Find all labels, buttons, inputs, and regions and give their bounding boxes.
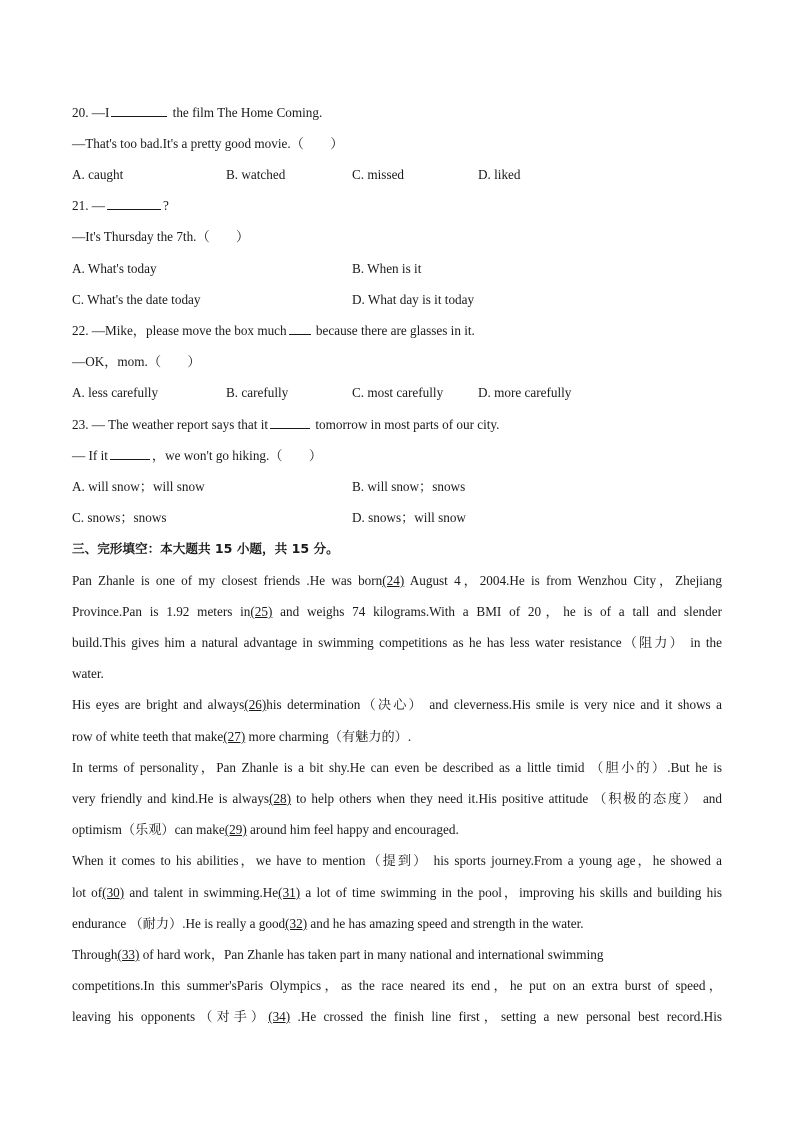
option-b[interactable]: B. carefully	[226, 385, 289, 400]
passage-line: competitions.In this summer'sParis Olympics，as the race neared its end，he put on an extra burst of speed，	[72, 978, 722, 993]
passage-text: row of white teeth that make	[72, 729, 224, 744]
question-20-reply: —That's too bad.It's a pretty good movie.（ ）	[72, 136, 344, 151]
question-23-prompt	[72, 416, 722, 434]
option-d[interactable]: D. liked	[478, 167, 521, 182]
passage-line	[72, 696, 722, 714]
question-number: 21.	[72, 198, 89, 213]
answer-blank	[270, 416, 310, 429]
question-22-reply: —OK，mom.（ ）	[72, 354, 201, 369]
blank-25[interactable]: (25)	[250, 604, 273, 619]
passage-line: When it comes to his abilities，we have to mention（提到） his sports journey.From a young age，he showed a	[72, 853, 722, 868]
passage-text: to help others when they need it.His positive attitude （积极的态度） and	[291, 791, 722, 806]
prompt-text: —I	[91, 105, 110, 120]
prompt-text: — The weather report says that it	[91, 417, 269, 432]
passage-text: around him feel happy and encouraged.	[246, 822, 459, 837]
passage-line	[72, 790, 722, 808]
prompt-text: —Mike，please move the box much	[91, 323, 287, 338]
prompt-text: —	[91, 198, 105, 213]
answer-blank	[289, 322, 311, 335]
prompt-text: tomorrow in most parts of our city.	[315, 417, 500, 432]
question-number: 23.	[72, 417, 89, 432]
blank-31[interactable]: (31)	[278, 885, 301, 900]
question-21-prompt	[72, 197, 722, 215]
question-21-reply: —It's Thursday the 7th.（ ）	[72, 229, 250, 244]
blank-33[interactable]: (33)	[117, 947, 140, 962]
passage-text: Through	[72, 947, 118, 962]
passage-text: more charming（有魅力的）.	[245, 729, 412, 744]
prompt-text: because there are glasses in it.	[315, 323, 475, 338]
passage-text: very friendly and kind.He is always	[72, 791, 270, 806]
blank-28[interactable]: (28)	[269, 791, 292, 806]
passage-text: of hard work，Pan Zhanle has taken part in many national and international swimming	[139, 947, 604, 962]
reply-text: ，we won't go hiking.（ ）	[151, 448, 323, 463]
passage-text: .He crossed the finish line first，setting a new personal best record.His	[290, 1009, 722, 1024]
option-d[interactable]: D. more carefully	[478, 385, 572, 400]
passage-text: endurance （耐力）.He is really a good	[72, 916, 286, 931]
blank-32[interactable]: (32)	[285, 916, 308, 931]
option-a[interactable]: A. What's today	[72, 261, 157, 276]
option-a[interactable]: A. less carefully	[72, 385, 159, 400]
passage-line: build.This gives him a natural advantage in swimming competitions as he has less water resistance（阻力） in the	[72, 635, 722, 650]
option-b[interactable]: B. When is it	[352, 261, 422, 276]
passage-line: In terms of personality，Pan Zhanle is a bit shy.He can even be described as a little timid （胆小的）.But he is	[72, 760, 722, 775]
blank-29[interactable]: (29)	[224, 822, 247, 837]
option-b[interactable]: B. watched	[226, 167, 286, 182]
question-number: 20.	[72, 105, 89, 120]
passage-text: His eyes are bright and always	[72, 697, 245, 712]
passage-line	[72, 821, 722, 839]
passage-line	[72, 603, 722, 621]
passage-text: and weighs 74 kilograms.With a BMI of 20，he is of a tall and slender	[272, 604, 722, 619]
passage-line	[72, 728, 722, 746]
section-heading: 三、完形填空：本大题共 15 小题，共 15 分。	[72, 541, 339, 556]
question-22-prompt	[72, 322, 722, 340]
blank-34[interactable]: (34)	[268, 1009, 291, 1024]
blank-26[interactable]: (26)	[244, 697, 267, 712]
question-number: 22.	[72, 323, 89, 338]
blank-30[interactable]: (30)	[102, 885, 125, 900]
blank-24[interactable]: (24)	[382, 573, 405, 588]
answer-blank	[111, 104, 167, 117]
passage-line	[72, 572, 722, 590]
option-d[interactable]: D. What day is it today	[352, 292, 475, 307]
answer-blank	[110, 447, 150, 460]
option-c[interactable]: C. What's the date today	[72, 292, 201, 307]
passage-line	[72, 884, 722, 902]
passage-line	[72, 915, 722, 933]
passage-text: his determination（决心） and cleverness.His smile is very nice and it shows a	[266, 697, 722, 712]
passage-line	[72, 946, 722, 964]
passage-text: Pan Zhanle is one of my closest friends .He was born	[72, 573, 383, 588]
blank-27[interactable]: (27)	[223, 729, 246, 744]
question-23-reply	[72, 447, 722, 465]
prompt-text: ?	[162, 198, 169, 213]
question-20-prompt	[72, 104, 722, 122]
passage-text: a lot of time swimming in the pool，improving his skills and building his	[300, 885, 722, 900]
option-d[interactable]: D. snows；will snow	[352, 510, 466, 525]
option-c[interactable]: C. missed	[352, 167, 405, 182]
option-a[interactable]: A. will snow；will snow	[72, 479, 205, 494]
passage-text: August 4，2004.He is from Wenzhou City，Zhejiang	[404, 573, 722, 588]
passage-text: and talent in swimming.He	[124, 885, 279, 900]
option-a[interactable]: A. caught	[72, 167, 124, 182]
option-c[interactable]: C. snows；snows	[72, 510, 167, 525]
passage-line	[72, 1008, 722, 1026]
passage-text: leaving his opponents（对手）	[72, 1009, 269, 1024]
passage-text: Province.Pan is 1.92 meters in	[72, 604, 251, 619]
option-b[interactable]: B. will snow；snows	[352, 479, 466, 494]
passage-line: water.	[72, 666, 104, 681]
reply-text: — If it	[72, 448, 108, 463]
passage-text: optimism（乐观）can make	[72, 822, 225, 837]
answer-blank	[107, 197, 161, 210]
option-c[interactable]: C. most carefully	[352, 385, 444, 400]
passage-text: lot of	[72, 885, 103, 900]
passage-text: and he has amazing speed and strength in the water.	[307, 916, 584, 931]
prompt-text: the film The Home Coming.	[172, 105, 323, 120]
